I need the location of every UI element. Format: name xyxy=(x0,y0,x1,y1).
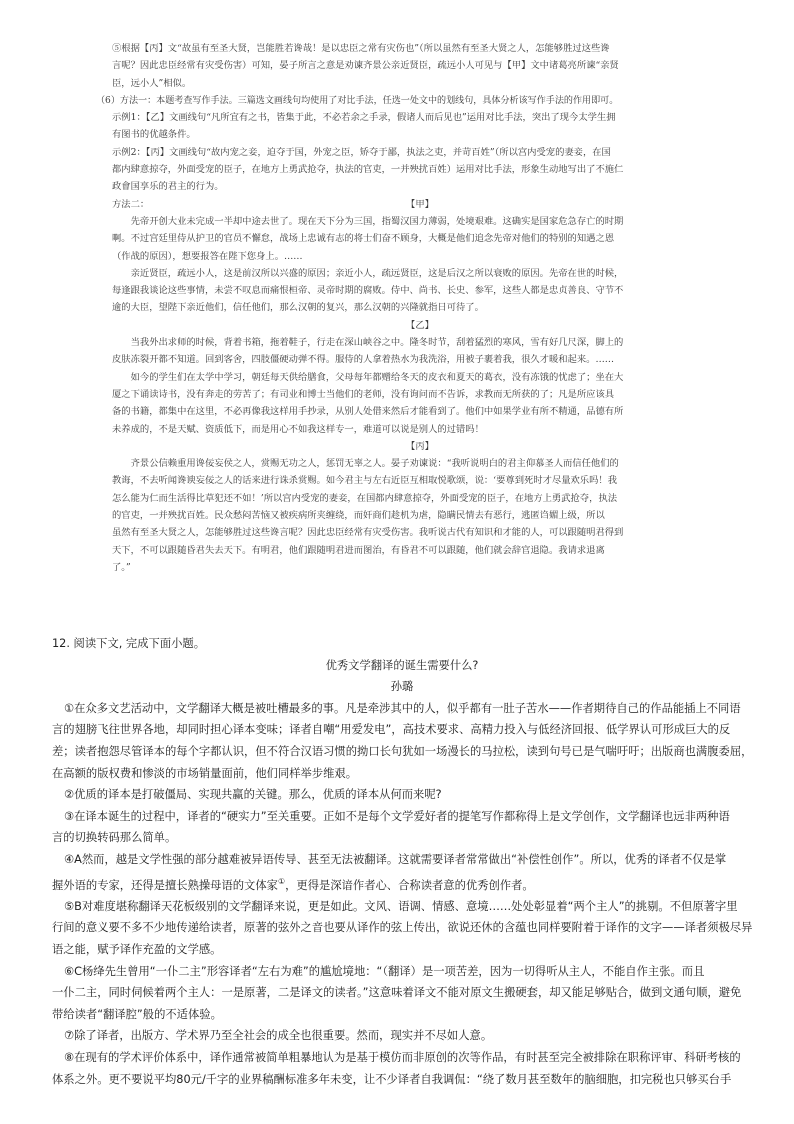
answer-key-section xyxy=(96,40,728,576)
translation-line: 未养成的，不是天赋、资质低下，而是用心不如我这样专一，难道可以说是别人的过错吗！ xyxy=(112,423,484,435)
article-title: 优秀文学翻译的诞生需要什么? xyxy=(325,658,479,672)
footnote-marker: ① xyxy=(277,876,286,886)
paragraph-line: 在高额的版权费和惨淡的市场销量面前，他们同样举步维艰。 xyxy=(52,766,358,780)
paragraph-line: 体系之外。更不要说平均80元/千字的业界稿酬标准多年未变，让不少译者自我调侃：“绕了数月甚至数年的脑细胞，扣完税也只够买台手 xyxy=(52,1072,732,1086)
q6-answer-heading: （6）方法一：本题考查写作手法。三篇选文画线句均使用了对比手法，任选一处文中的划线句，具体分析该写作手法的作用即可。 xyxy=(96,94,619,106)
answer-line: 言呢？因此忠臣经常有灾受伤害）可知，晏子所言之意是劝谏齐景公亲近贤臣，疏远小人可见与【甲】文中诸葛亮所谏“亲贤 xyxy=(112,60,619,72)
paragraph-line: 言的切换转码那么简单。 xyxy=(52,831,177,845)
translation-line: 的官吏，一并殃扰百姓。民众愁闷苦恼又被疾病所夹缠绕，而奸商们趁机为虐，隐瞒民情去有恶行，逃匿诌媚上级，所以 xyxy=(112,510,605,522)
translation-line: 如今的学生们在太学中学习，朝廷每天供给膳食，父母每年都赠给冬天的皮衣和夏天的葛衣，没有冻饿的忧虑了；坐在大 xyxy=(130,371,624,383)
paragraph-line: ⑦除了译者，出版方、学术界乃至全社会的成全也很重要。然而，现实并不尽如人意。 xyxy=(64,1029,493,1043)
translation-line: 皮肤冻裂开都不知道。回到客舍，四肢僵硬动弹不得。服侍的人拿着热水为我洗浴，用被子裹着我，很久才暖和起来。…… xyxy=(112,354,615,366)
translation-line: 当我外出求师的时候，背着书箱，拖着鞋子，行走在深山峡谷之中。隆冬时节，刮着猛烈的寒风，雪有好几尺深，脚上的 xyxy=(130,337,624,349)
q6-answer-line: 示例2：【丙】文画线句“故内宠之妾，迫夺于国，外宠之臣，矫夺于鄙，执法之吏，并苛百姓”（所以宫内受宠的妻妾，在国 xyxy=(112,146,611,158)
translation-line: 先帝开创大业未完成一半却中途去世了。现在天下分为三国，指蜀汉国力薄弱，处境艰难。这确实是国家危急存亡的时期 xyxy=(130,215,624,227)
paragraph-line: ①在众多文艺活动中，文学翻译大概是被吐槽最多的事。凡是牵涉其中的人，似乎都有一肚子苦水——作者期待自己的作品能插上不同语 xyxy=(64,701,741,715)
paragraph-line: 行间的意义要不多不少地传递给读者，原著的弦外之音也要从译作的弦上传出，欲说还休的含蕴也同样要附着于译作的文字——译者须极尽异 xyxy=(52,921,753,935)
translation-line: 亲近贤臣，疏远小人，这是前汉所以兴盛的原因；亲近小人，疏远贤臣，这是后汉之所以衰败的原因。先帝在世的时候， xyxy=(130,267,624,279)
paragraph-line xyxy=(52,871,752,896)
translation-line: 逾的大臣，望陛下亲近他们，信任他们，那么汉朝的复兴，那么汉朝的兴隆就指日可待了。 xyxy=(112,302,484,314)
translation-line: 齐景公信赖重用谗佞妄侯之人，赏赐无功之人，惩罚无辜之人。晏子劝谏说：“我听说明白的君主仰慕圣人而信任他们的 xyxy=(130,458,619,470)
paragraph-line: ⑧在现有的学术评价体系中，译作通常被简单粗暴地认为是基于模仿而非原创的次等作品，有时甚至完全被排除在职称评审、科研考核的 xyxy=(64,1051,741,1065)
translation-line: 厦之下诵读诗书，没有奔走的劳苦了；有司业和博士当他们的老师，没有询问而不告诉，求教而无所获的了；凡是所应该具 xyxy=(112,388,615,400)
paragraph-line: ⑤B对难度堪称翻译天花板级别的文学翻译来说，更是如此。文风、语调、情感、意境……处处彰显着“两个主人”的挑剔。不但原著字里 xyxy=(64,899,738,913)
q6-answer-line: 有图书的优越条件。 xyxy=(112,129,196,141)
q6-answer-line: 都内肆意掠夺，外面受宠的臣子，在地方上勇武抢夺，执法的官吏，一并殃扰百姓）运用对比手法，形象生动地写出了不施仁 xyxy=(112,164,624,176)
paragraph-text: 握外语的专家，还得是擅长熟操母语的文体家 xyxy=(52,878,278,892)
method-two-label: 方法二： xyxy=(112,198,150,210)
passage-tag-yi: 【乙】 xyxy=(406,319,434,331)
translation-line: 怎么能为仁而生活得比草犯还不如！’所以宫内受宠的妻妾，在国都内肆意掠夺，外面受宠的臣子，在地方上勇武抢夺，执法 xyxy=(112,492,617,504)
translation-line: 天下，不可以跟随昏君失去天下。有明君，他们跟随明君进而图治，有昏君不可以跟随，他们就会辞官退隐。我请求退离 xyxy=(112,544,605,556)
paragraph-line: ②优质的译本是打破僵局、实现共赢的关键。那么，优质的译本从何而来呢? xyxy=(64,788,442,802)
answer-line: ⑤根据【丙】文“故虽有至圣大贤，岂能胜若谗哉！是以忠臣之常有灾伤也”（所以虽然有至圣大贤之人，怎能够胜过这些谗 xyxy=(112,43,610,54)
paragraph-text: ，更得是深谙作者心、合称读者意的优秀创作者。 xyxy=(285,878,534,892)
translation-line: 虽然有至圣大贤之人，怎能够胜过这些谗言呢？因此忠臣经常有灾受伤害。我听说古代有知识和才能的人，可以跟随明君得到 xyxy=(112,527,624,539)
translation-line: （作战的原因），想要报答在陛下您身上。…… xyxy=(112,250,303,262)
translation-line: 了。” xyxy=(112,561,131,573)
question-heading: 12. 阅读下文, 完成下面小题。 xyxy=(52,637,206,650)
article-author: 孙璐 xyxy=(390,680,414,694)
paragraph-line: 带给读者“翻译腔”般的不适体验。 xyxy=(52,1007,222,1021)
q6-answer-line: 政會国享乐的君主的行为。 xyxy=(112,181,224,193)
translation-line: 啊。不过宫廷里侍从护卫的官员不懈怠，战场上忠诚有志的将士们奋不顾身，大概是他们追念先帝对他们的特别的知遇之恩 xyxy=(112,233,615,245)
paragraph-line: 差；读者抱怨尽管译本的每个字都认识，但不符合汉语习惯的拗口长句犹如一场漫长的马拉松，读到句号已是气喘吁吁；出版商也满腹委屈， xyxy=(52,744,753,758)
q6-answer-line: 示例1：【乙】文画线句“凡所宜有之书，皆集于此，不必若余之手录，假诸人而后见也”运用对比手法，突出了现今太学生拥 xyxy=(112,112,616,124)
passage-tag-jia: 【甲】 xyxy=(406,198,434,210)
paragraph-line: 一仆二主，同时伺候着两个主人：一是原著，二是译文的读者。”这意味着译文不能对原文生搬硬套，却又能足够贴合，做到文通句顺，避免 xyxy=(52,986,742,1000)
paragraph-line: ⑥C杨绛先生曾用“一仆二主”形容译者“左右为难”的尴尬境地：“（翻译）是一项苦差，因为一切得听从主人，不能自作主张。而且 xyxy=(64,964,705,978)
answer-line: 臣，远小人”相似。 xyxy=(112,77,192,89)
translation-line: 教诲，不去听闻谗谀妄佞之人的话来进行诛杀赏赐。如今君主与左右近臣互相取悦歌颂，说：‘要尊到死时才尽量欢乐吗！我 xyxy=(112,475,617,487)
question-12-section xyxy=(52,633,752,1090)
passage-tag-bing: 【丙】 xyxy=(406,440,434,452)
translation-line: 每逢跟我谈论这些事情，未尝不叹息而痛恨桓帝、灵帝时期的腐败。侍中、尚书、长史、参军，这些人都是忠贞善良、守节不 xyxy=(112,285,624,297)
paragraph-line: 语之能，赋予译作充盈的文学感。 xyxy=(52,943,222,957)
paragraph-line: 言的翅膀飞往世界各地，却同时担心译本变味；译者自嘲“用爱发电”，高技术要求、高精力投入与低经济回报、低学界认可形成巨大的反 xyxy=(52,723,731,737)
paragraph-line: ③在译本诞生的过程中，译者的“硬实力”至关重要。正如不是每个文学爱好者的提笔写作都称得上是文学创作，文学翻译也远非两种语 xyxy=(64,809,730,823)
translation-line: 备的书籍，都集中在这里，不必再像我这样用手抄录，从别人处借来然后才能看到了。他们中如果学业有所不精通，品德有所 xyxy=(112,406,624,418)
paragraph-line: ④A然而，越是文学性强的部分越难被异语传导、甚至无法被翻译。这就需要译者常常做出“补偿性创作”。所以，优秀的译者不仅是掌 xyxy=(64,852,727,866)
